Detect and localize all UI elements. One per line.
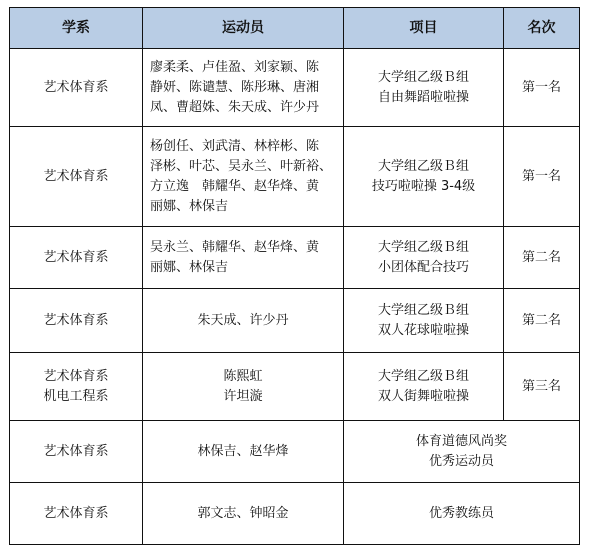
header-dept: 学系 [10, 8, 143, 49]
table-row [10, 127, 580, 227]
dept-cell: 艺术体育系 机电工程系 [10, 353, 143, 421]
results-table [9, 7, 580, 545]
dept-cell: 艺术体育系 [10, 289, 143, 353]
header-event: 项目 [344, 8, 504, 49]
header-row [10, 8, 580, 49]
table-row [10, 289, 580, 353]
dept-cell: 艺术体育系 [10, 227, 143, 289]
table-row [10, 49, 580, 127]
award-cell: 优秀教练员 [344, 483, 580, 545]
event-cell: 大学组乙级Ｂ组 小团体配合技巧 [344, 227, 504, 289]
athletes-cell: 郭文志、钟昭金 [143, 483, 344, 545]
table-row [10, 353, 580, 421]
rank-cell: 第一名 [504, 127, 580, 227]
dept-cell: 艺术体育系 [10, 49, 143, 127]
award-cell: 体育道德风尚奖 优秀运动员 [344, 421, 580, 483]
rank-cell: 第二名 [504, 227, 580, 289]
event-cell: 大学组乙级Ｂ组 技巧啦啦操 3-4级 [344, 127, 504, 227]
athletes-cell: 朱天成、许少丹 [143, 289, 344, 353]
athletes-cell: 杨创任、刘武清、林梓彬、陈 泽彬、叶芯、吴永兰、叶新裕、 方立逸 韩耀华、赵华烽、黄 丽娜、林保吉 [143, 127, 344, 227]
dept-cell: 艺术体育系 [10, 483, 143, 545]
dept-cell: 艺术体育系 [10, 127, 143, 227]
dept-cell: 艺术体育系 [10, 421, 143, 483]
athletes-cell: 陈熙虹 许坦漩 [143, 353, 344, 421]
rank-cell: 第三名 [504, 353, 580, 421]
table-row [10, 421, 580, 483]
rank-cell: 第二名 [504, 289, 580, 353]
table-row [10, 483, 580, 545]
event-cell: 大学组乙级Ｂ组 双人街舞啦啦操 [344, 353, 504, 421]
athletes-cell: 林保吉、赵华烽 [143, 421, 344, 483]
table-row [10, 227, 580, 289]
rank-cell: 第一名 [504, 49, 580, 127]
header-athletes: 运动员 [143, 8, 344, 49]
athletes-cell: 廖柔柔、卢佳盈、刘家颖、陈 静妍、陈谴慧、陈彤琳、唐湘 凤、曹超姝、朱天成、许少丹 [143, 49, 344, 127]
athletes-cell: 吴永兰、韩耀华、赵华烽、黄 丽娜、林保吉 [143, 227, 344, 289]
event-cell: 大学组乙级Ｂ组 双人花球啦啦操 [344, 289, 504, 353]
header-rank: 名次 [504, 8, 580, 49]
event-cell: 大学组乙级Ｂ组 自由舞蹈啦啦操 [344, 49, 504, 127]
